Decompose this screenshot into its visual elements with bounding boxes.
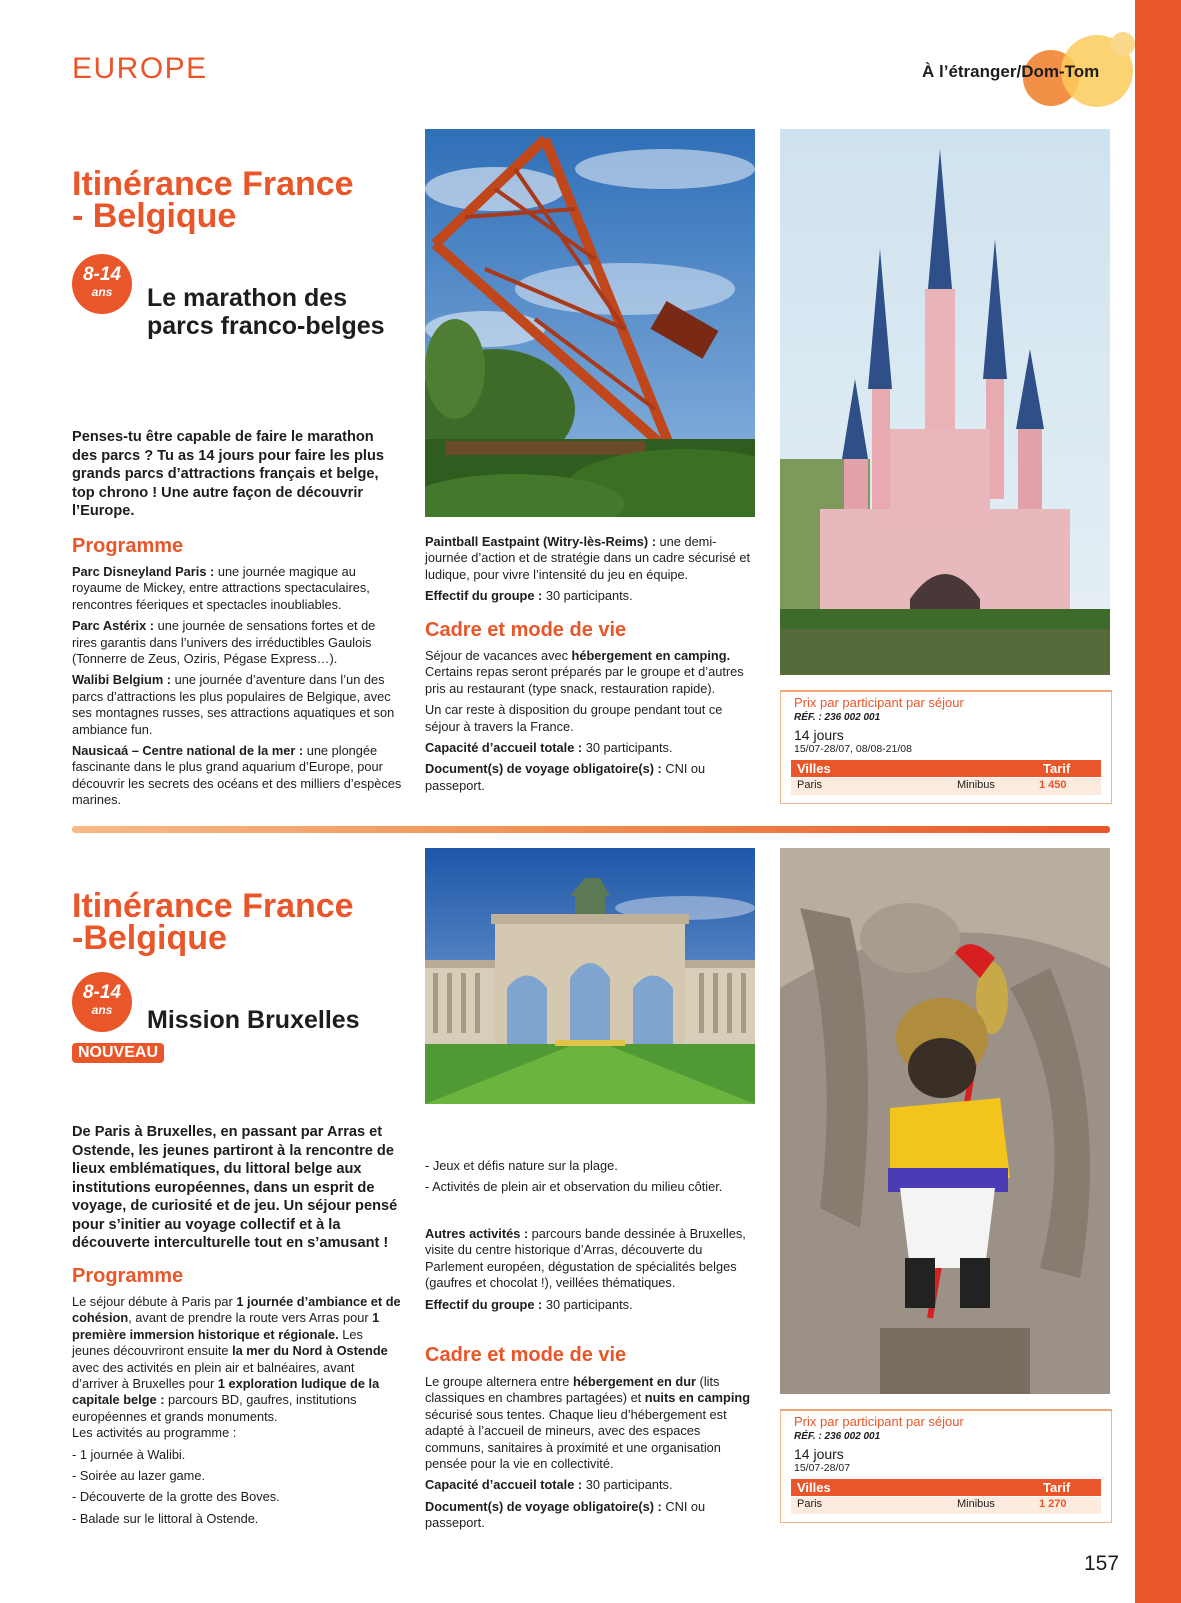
stay2-other-activities: Autres activités : parcours bande dessinée à Bruxelles, visite du centre historique d’Arras, découverte du Parlement européen, dégustation de spécialités belges (gaufres et chocolat !), veillées thématiques. Effectif du groupe : 30 participants. — [425, 1226, 755, 1318]
stay1-capacite: Capacité d’accueil totale : 30 participants. — [425, 740, 673, 756]
programme-item: Parc Disneyland Paris : une journée magique au royaume de Mickey, entre attractions spectaculaires, rencontres féeriques et spectacles inoubliables. — [72, 564, 370, 612]
stay1-price-box: Prix par participant par séjour RÉF. : 236 002 001 14 jours 15/07-28/07, 08/08-21/08 Villes Tarif Paris Minibus 1 450 — [780, 690, 1112, 804]
castle-photo — [780, 129, 1110, 675]
activity-item: - 1 journée à Walibi. — [72, 1446, 186, 1462]
stay1-age-badge: 8-14 ans — [72, 254, 132, 314]
amusement-ride-photo — [425, 129, 755, 517]
stay2-intro: De Paris à Bruxelles, en passant par Arras et Ostende, les jeunes partiront à la rencontre de lieux emblématiques, du littoral belge aux institutions européennes, dans un esprit de voyage, de curiosité et de jeu. Un séjour pensé pour s’initier au voyage collectif et à la découverte interculturelle tout en s’amusant ! — [72, 1124, 398, 1251]
stay1-intro: Penses-tu être capable de faire le marathon des parcs ? Tu as 14 jours pour faire les plus grands parcs d’attractions français et belge, top chrono ! Une autre façon de découvrir l’Europe. — [72, 429, 384, 519]
stay2-age-badge: 8-14 ans — [72, 972, 132, 1032]
stay1-programme-col1 — [72, 564, 402, 814]
stay2-capacite: Capacité d’accueil totale : 30 participants. — [425, 1477, 673, 1493]
activity-item: - Jeux et défis nature sur la plage. — [425, 1158, 618, 1173]
stay1-subtitle: Le marathon des parcs franco-belges — [147, 284, 385, 340]
stay1-programme-heading: Programme — [72, 535, 184, 557]
stay2-title: Itinérance France -Belgique — [72, 887, 354, 957]
stay2-effectif: Effectif du groupe : 30 participants. — [425, 1296, 633, 1312]
region-title: EUROPE — [72, 52, 208, 85]
section-divider — [72, 826, 1110, 833]
stay1-cadre-heading: Cadre et mode de vie — [425, 619, 627, 641]
stay2-programme-col1: Le séjour débute à Paris par 1 journée d’ambiance et de cohésion, avant de prendre la route vers Arras pour 1 première immersion historique et régionale. Les jeunes découvriront ensuite la mer du Nord à Ostende avec des activités en plein air et balnéaires, avant d’arriver à Bruxelles pour 1 exploration ludique de la capitale belge : parcours BD, gaufres, institutions européennes et grands monuments. Les activités au programme : - 1 journée à Walibi. - Soirée au lazer game. - Découverte de la grotte des Boves. - Balade sur le littoral à Ostende. — [72, 1294, 401, 1526]
triumphal-arch-photo — [425, 848, 755, 1104]
activity-item: - Balade sur le littoral à Ostende. — [72, 1510, 259, 1526]
stay1-title: Itinérance France - Belgique — [72, 165, 354, 235]
price-table-header: Villes Tarif — [791, 1479, 1101, 1496]
price-table-header: Villes Tarif — [791, 760, 1101, 777]
programme-item: Paintball Eastpaint (Witry-lès-Reims) : une demi-journée d’action et de stratégie dans un cadre sécurisé et ludique, pour vivre l’intensité du jeu en équipe. — [425, 534, 751, 582]
programme-item: Nausicaá – Centre national de la mer : une plongée fascinante dans le plus grand aquarium d’Europe, pour découvrir les secrets des océans et des milliers d’espèces marines. — [72, 743, 402, 808]
stay2-programme-heading: Programme — [72, 1265, 184, 1287]
statue-photo — [780, 848, 1110, 1394]
stay1-cadre-text: Séjour de vacances avec hébergement en camping. Certains repas seront préparés par le groupe et d’autres pris au restaurant (type snack, restauration rapide). Un car reste à disposition du groupe pendant tout ce séjour à travers la France. Capacité d’accueil totale : 30 participants. Document(s) de voyage obligatoire(s) : CNI ou passeport. — [425, 648, 755, 799]
new-badge: NOUVEAU — [72, 1043, 164, 1063]
stay2-price-box: Prix par participant par séjour RÉF. : 236 002 001 14 jours 15/07-28/07 Villes Tarif Paris Minibus 1 270 — [780, 1409, 1112, 1523]
activity-item: - Découverte de la grotte des Boves. — [72, 1489, 280, 1505]
stay1-documents: Document(s) de voyage obligatoire(s) : CNI ou passeport. — [425, 761, 706, 793]
stay2-cadre-text: Le groupe alternera entre hébergement en dur (lits classiques en chambres partagées) et nuits en camping sécurisé sous tentes. Chaque lieu d’hébergement est adapté à l’accueil de mineurs, avec des espaces communs, sanitaires à proximité et une organisation pensée pour la vie en collectivité. Capacité d’accueil totale : 30 participants. Document(s) de voyage obligatoire(s) : CNI ou passeport. — [425, 1374, 755, 1537]
stay2-subtitle: Mission Bruxelles — [147, 1006, 360, 1034]
page-number: 157 — [1084, 1552, 1120, 1575]
price-table-row: Paris Minibus 1 450 — [791, 778, 1101, 795]
side-color-bar — [1135, 0, 1181, 1603]
activity-item: - Activités de plein air et observation du milieu côtier. — [425, 1179, 723, 1195]
activity-item: - Soirée au lazer game. — [72, 1468, 206, 1484]
stay2-programme-col2 — [425, 1158, 755, 1201]
programme-item: Parc Astérix : une journée de sensations fortes et de rires garantis dans l’univers des irréductibles Gaulois (Tonnerre de Zeus, Oziris, Pégase Express…). — [72, 618, 376, 667]
programme-item: Walibi Belgium : une journée d’aventure dans l’un des parcs d’attractions les plus populaires de Belgique, avec ses montagnes russes, ses attractions aquatiques et son ambiance fun. — [72, 672, 395, 737]
stay1-programme-col2 — [425, 534, 755, 610]
stay2-documents: Document(s) de voyage obligatoire(s) : CNI ou passeport. — [425, 1498, 706, 1531]
section-label: À l’étranger/Dom-Tom — [922, 62, 1100, 81]
stay2-cadre-heading: Cadre et mode de vie — [425, 1344, 627, 1366]
price-table-row: Paris Minibus 1 270 — [791, 1497, 1101, 1514]
stay1-effectif: Effectif du groupe : 30 participants. — [425, 588, 633, 604]
